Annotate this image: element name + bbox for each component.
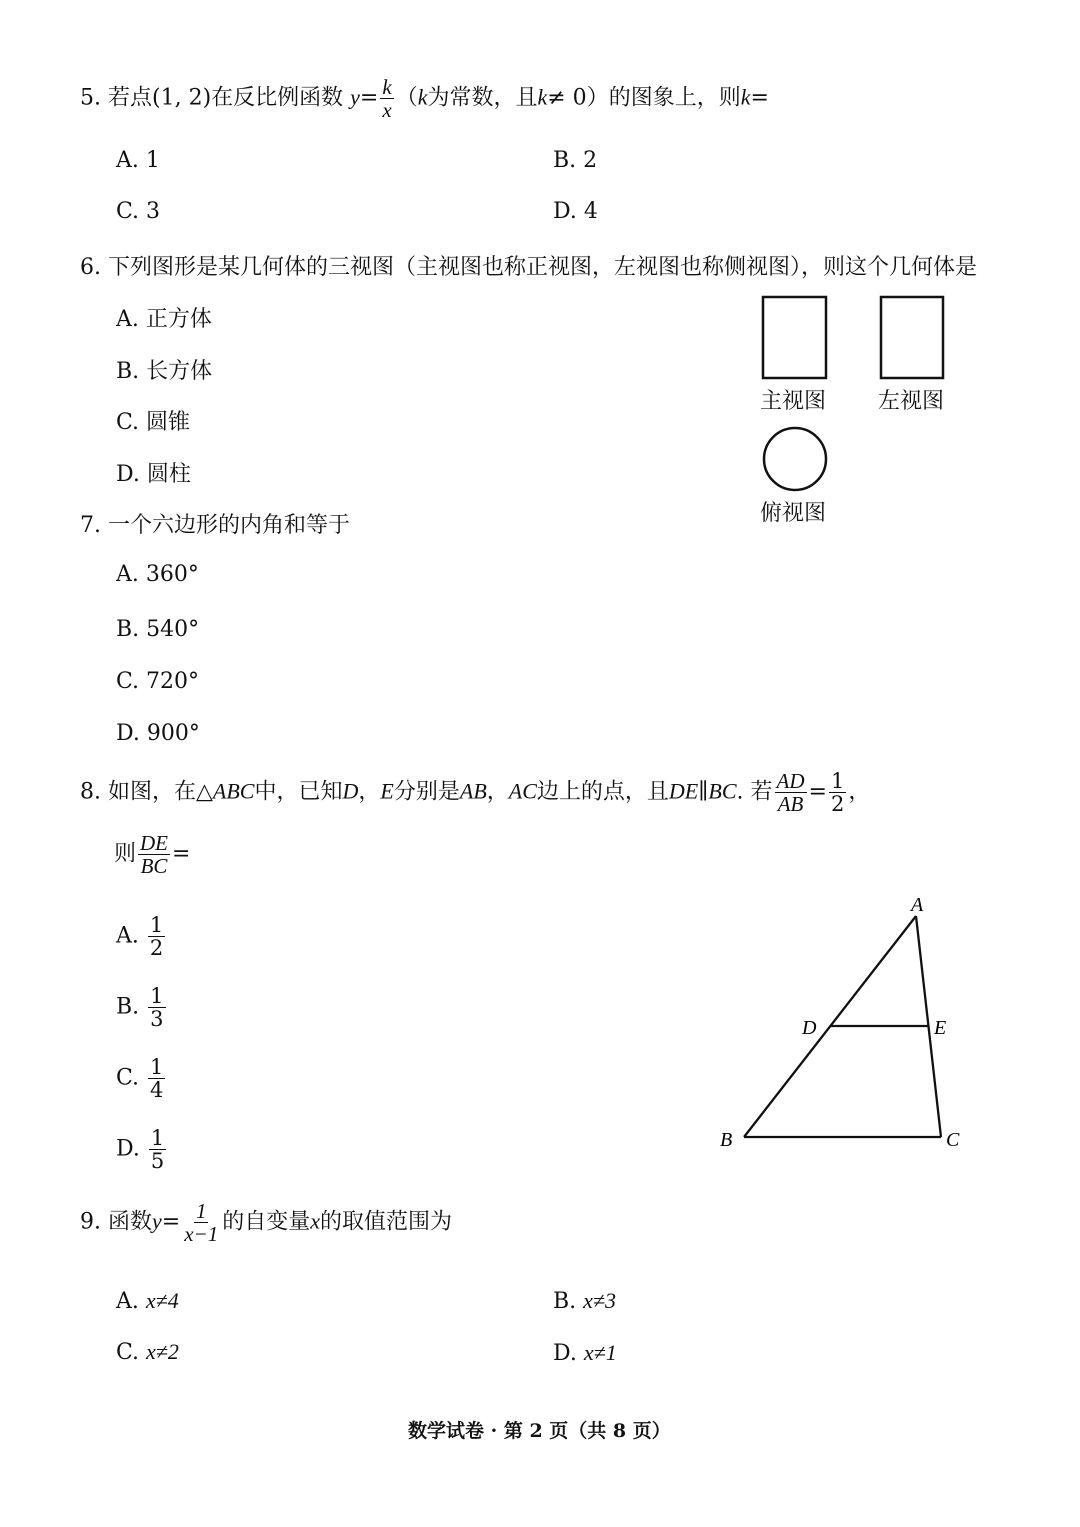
left-view-label: 左视图 xyxy=(878,389,945,414)
option-9c: C. x≠2 xyxy=(116,1339,179,1365)
front-view-rectangle xyxy=(763,297,826,378)
option-9b: B. x≠3 xyxy=(553,1288,617,1314)
top-view-label: 俯视图 xyxy=(760,501,827,526)
option-6d: D. 圆柱 xyxy=(116,462,191,487)
vertex-label-e: E xyxy=(934,1017,947,1039)
option-7a: A. 360° xyxy=(116,562,199,587)
option-6b: B. 长方体 xyxy=(116,359,213,384)
top-view-circle xyxy=(764,428,826,490)
option-9d: D. x≠1 xyxy=(553,1340,617,1366)
option-5c: C. 3 xyxy=(116,199,161,224)
vertex-label-b: B xyxy=(720,1129,733,1151)
question-8-line2: 则 $\frac{DE}{BC}$ = xyxy=(114,831,191,879)
question-8-stem: 8. 如图，在△ABC中，已知D，E分别是AB，AC边上的点，且DE∥BC. 若 $\frac{AD}{AB}$ = $\frac{1}{2}$ ， xyxy=(80,769,871,817)
vertex-label-d: D xyxy=(802,1017,817,1039)
option-8a: A. $\frac{1}{2}$ xyxy=(116,913,164,961)
fraction-de-over-bc: $\frac{DE}{BC}$ xyxy=(140,831,169,879)
option-7b: B. 540° xyxy=(116,617,200,642)
front-view-label: 主视图 xyxy=(760,389,827,414)
question-6-stem: 6. 下列图形是某几何体的三视图（主视图也称正视图，左视图也称侧视图），则这个几何体是 xyxy=(80,255,978,280)
question-number: 7. xyxy=(80,513,101,538)
option-7d: D. 900° xyxy=(116,721,200,746)
fraction-one-over-x-minus-1: $\frac{1}{x-1}$ xyxy=(184,1199,219,1247)
vertex-label-c: C xyxy=(946,1129,960,1151)
question-number: 6. xyxy=(80,255,101,280)
question-number: 9. xyxy=(80,1209,101,1235)
triangle-figure xyxy=(700,880,1000,1170)
question-number: 5. xyxy=(80,85,101,111)
option-8d: D. $\frac{1}{5}$ xyxy=(116,1126,165,1174)
option-5d: D. 4 xyxy=(553,199,598,224)
question-7-stem: 7. 一个六边形的内角和等于 xyxy=(80,513,351,538)
option-8c: C. $\frac{1}{4}$ xyxy=(116,1055,164,1103)
fraction-k-over-x: $\frac{k}{x}$ xyxy=(382,75,392,123)
question-number: 8. xyxy=(80,779,101,805)
option-7c: C. 720° xyxy=(116,669,200,694)
option-9a: A. x≠4 xyxy=(116,1288,179,1314)
left-view-rectangle xyxy=(881,297,943,378)
option-8b: B. $\frac{1}{3}$ xyxy=(116,984,164,1032)
fraction-one-half: $\frac{1}{2}$ xyxy=(830,769,845,817)
page-footer: 数学试卷 · 第 2 页（共 8 页） xyxy=(408,1420,671,1442)
option-6c: C. 圆锥 xyxy=(116,410,191,435)
question-9-stem: 9. 函数y= $\frac{1}{x-1}$ 的自变量x的取值范围为 xyxy=(80,1199,453,1247)
option-6a: A. 正方体 xyxy=(116,307,212,332)
question-5-stem: 5. 若点(1, 2)在反比例函数 y= $\frac{k}{x}$ （k为常数，且k≠ 0）的图象上，则k= xyxy=(80,75,769,123)
vertex-label-a: A xyxy=(911,894,924,916)
option-5b: B. 2 xyxy=(553,148,598,173)
option-5a: A. 1 xyxy=(116,148,160,173)
fraction-ad-over-ab: $\frac{AD}{AB}$ xyxy=(776,769,805,817)
